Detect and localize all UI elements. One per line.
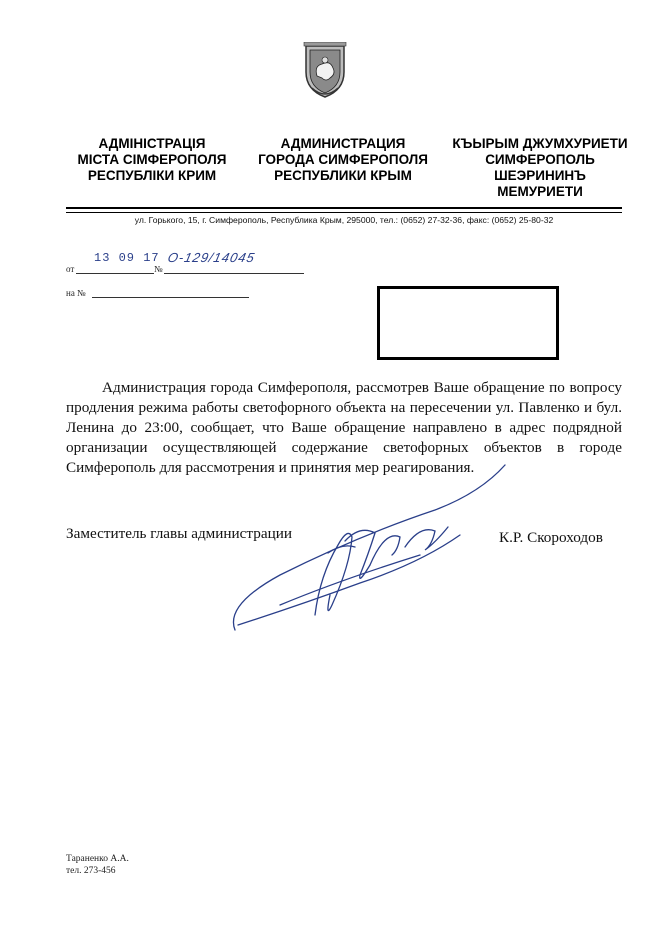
header-ua-line: МІСТА СІМФЕРОПОЛЯ (77, 152, 227, 167)
handwritten-signature (220, 455, 510, 645)
executor-phone: тел. 273-456 (66, 866, 116, 876)
header-rule-thin (66, 212, 622, 213)
header-crimean-tatar (440, 136, 640, 200)
letter-body: Администрация города Симферополя, рассмотрев Ваше обращение по вопросу продления режима работы светофорного объекта на пересечении ул. Павленко и бул. Ленина до 23:00, сообщает, что Ваше обращение направлено в адрес подрядной организации осуществляющей содержание светофорных объектов в городе Симферополь для рассмотрения и принятия мер реагирования. (66, 379, 622, 476)
number-underline (164, 273, 304, 274)
from-label: от (66, 264, 75, 274)
reply-to-label: на № (66, 288, 86, 298)
executor-name: Тараненко А.А. (66, 854, 129, 864)
signatory-name: К.Р. Скороходов (499, 529, 603, 546)
header-ct-line: МЕМУРИЕТИ (497, 184, 583, 199)
address-line: ул. Горького, 15, г. Симферополь, Республика Крым, 295000, тел.: (0652) 27-32-36, факс: (0652) 25-80-32 (134, 215, 554, 225)
header-ua-line: АДМІНІСТРАЦІЯ (98, 136, 206, 151)
header-ua-line: РЕСПУБЛІКИ КРИМ (87, 168, 217, 183)
header-ukrainian (62, 136, 242, 184)
registration-date: 13 09 17 (94, 251, 160, 265)
header-ct-line: ШЕЭРИНИНЪ (494, 168, 586, 183)
reply-to-underline (92, 297, 249, 298)
header-ct-line: КЪЫРЫМ ДЖУМХУРИЕТИ (452, 136, 628, 151)
number-label: № (154, 264, 163, 274)
header-ru-line: РЕСПУБЛИКИ КРЫМ (274, 168, 412, 183)
registration-number: О-129/14045 (166, 250, 257, 265)
header-rule-thick (66, 207, 622, 209)
redacted-addressee-box (377, 286, 559, 360)
signatory-title: Заместитель главы администрации (66, 525, 292, 542)
header-ru-line: ГОРОДА СИМФЕРОПОЛЯ (258, 152, 428, 167)
crimea-coat-of-arms-icon (300, 42, 350, 100)
executor-info (66, 853, 129, 877)
header-russian (246, 136, 440, 184)
date-underline (76, 273, 154, 274)
header-ru-line: АДМИНИСТРАЦИЯ (280, 136, 406, 151)
header-ct-line: СИМФЕРОПОЛЬ (485, 152, 595, 167)
